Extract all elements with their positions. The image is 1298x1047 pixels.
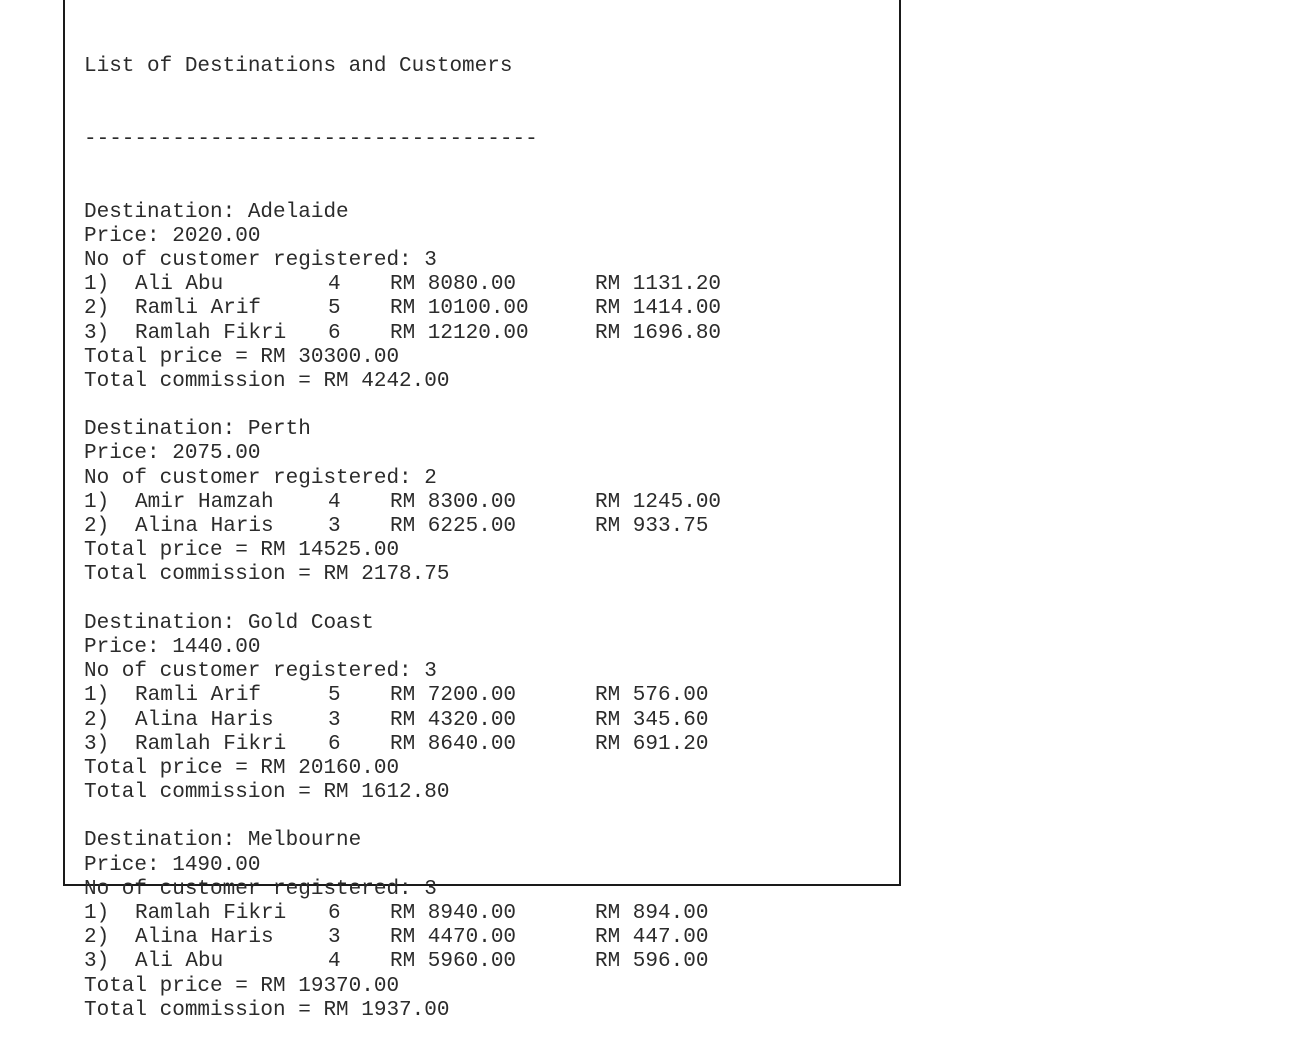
customer-count: No of customer registered: 3 [84,877,437,901]
destination-name: Destination: Melbourne [84,829,362,853]
customer-commission: RM 596.00 [595,950,709,974]
destination-price: Price: 1440.00 [84,635,261,659]
customer-row [84,926,709,950]
customer-index: 2) [84,926,110,950]
customer-index: 1) [84,902,110,926]
customer-index: 3) [84,732,110,756]
customer-pax: 6 [328,732,341,756]
total-price: Total price = RM 19370.00 [84,974,400,998]
total-commission: Total commission = RM 1612.80 [84,781,450,805]
customer-amount: RM 7200.00 [390,684,517,708]
customer-pax: 3 [328,926,341,950]
blank-line [84,588,538,612]
customer-amount: RM 8080.00 [390,273,517,297]
destination-price: Price: 2020.00 [84,224,261,248]
report-divider: ------------------------------------ [84,128,538,151]
customer-name: Alina Haris [135,926,274,950]
destination-list [84,200,722,1023]
total-commission: Total commission = RM 2178.75 [84,563,450,587]
console-output [84,7,722,1047]
customer-amount: RM 5960.00 [390,950,517,974]
destination-name: Destination: Gold Coast [84,611,374,635]
destination-block [84,829,709,1023]
customer-commission: RM 576.00 [595,684,709,708]
customer-name: Ramli Arif [135,297,262,321]
customer-name: Ramlah Fikri [135,321,287,345]
customer-commission: RM 345.60 [595,708,709,732]
destination-name: Destination: Perth [84,418,311,442]
customer-row [84,732,709,757]
customer-name: Ali Abu [135,273,224,297]
customer-pax: 6 [328,902,341,926]
customer-amount: RM 8640.00 [390,732,517,756]
customer-index: 2) [84,708,110,732]
customer-pax: 4 [328,273,341,297]
customer-index: 2) [84,515,110,539]
customer-name: Ali Abu [135,950,224,974]
customer-name: Alina Haris [135,515,274,539]
customer-amount: RM 4320.00 [390,708,517,732]
customer-amount: RM 8940.00 [390,902,517,926]
customer-row [84,515,709,539]
destination-name: Destination: Adelaide [84,200,349,224]
customer-commission: RM 691.20 [595,732,709,756]
customer-commission: RM 1696.80 [595,321,722,345]
total-commission: Total commission = RM 1937.00 [84,998,450,1022]
customer-count: No of customer registered: 3 [84,248,437,272]
report-title: List of Destinations and Customers [84,55,513,79]
customer-row [84,321,722,346]
destination-price: Price: 2075.00 [84,442,261,466]
customer-name: Amir Hamzah [135,490,274,514]
customer-pax: 5 [328,684,341,708]
customer-row [84,708,709,733]
customer-amount: RM 12120.00 [390,321,529,345]
customer-amount: RM 4470.00 [390,926,517,950]
customer-index: 3) [84,321,110,345]
customer-index: 1) [84,273,110,297]
customer-pax: 4 [328,490,341,514]
customer-pax: 5 [328,297,341,321]
customer-commission: RM 894.00 [595,902,709,926]
destination-price: Price: 1490.00 [84,853,261,877]
customer-row [84,684,709,708]
customer-row [84,902,709,926]
total-commission: Total commission = RM 4242.00 [84,369,450,393]
customer-commission: RM 447.00 [595,926,709,950]
customer-row [84,297,722,321]
blank-line [84,394,538,418]
customer-index: 1) [84,490,110,514]
customer-commission: RM 1245.00 [595,490,722,514]
customer-index: 3) [84,950,110,974]
customer-name: Ramli Arif [135,684,262,708]
customer-index: 1) [84,684,110,708]
customer-index: 2) [84,297,110,321]
customer-pax: 6 [328,321,341,345]
customer-commission: RM 1414.00 [595,297,722,321]
destination-block [84,611,709,830]
customer-count: No of customer registered: 3 [84,660,437,684]
customer-row [84,490,722,515]
total-price: Total price = RM 30300.00 [84,345,400,369]
total-price: Total price = RM 20160.00 [84,756,400,780]
customer-name: Ramlah Fikri [135,732,287,756]
customer-commission: RM 1131.20 [595,273,722,297]
customer-name: Ramlah Fikri [135,902,287,926]
total-price: Total price = RM 14525.00 [84,539,400,563]
customer-pax: 3 [328,708,341,732]
customer-pax: 3 [328,515,341,539]
destination-block [84,418,722,612]
blank-line [84,805,538,829]
customer-row [84,950,709,974]
customer-amount: RM 10100.00 [390,297,529,321]
customer-count: No of customer registered: 2 [84,466,437,490]
customer-amount: RM 8300.00 [390,490,517,514]
customer-commission: RM 933.75 [595,515,709,539]
customer-pax: 4 [328,950,341,974]
customer-amount: RM 6225.00 [390,515,517,539]
customer-row [84,273,722,297]
destination-block [84,200,722,419]
customer-name: Alina Haris [135,708,274,732]
